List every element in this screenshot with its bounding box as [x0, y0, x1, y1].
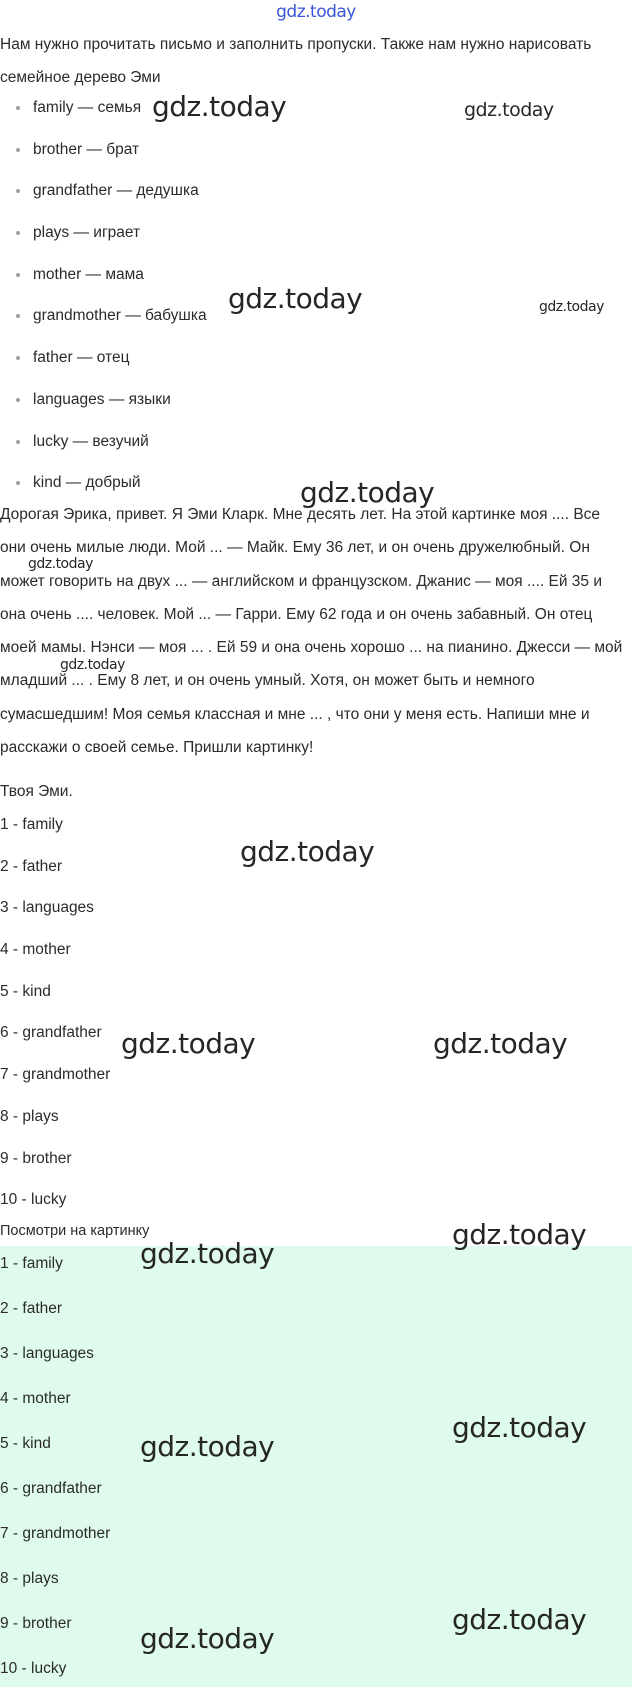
watermark: gdz.today — [452, 1603, 587, 1636]
watermark: gdz.today — [464, 99, 554, 121]
watermark: gdz.today — [121, 1027, 256, 1060]
letter-signature: Твоя Эми. — [0, 783, 73, 800]
watermark: gdz.today — [140, 1622, 275, 1655]
picture-answers-list — [0, 1248, 110, 1698]
vocab-item: grandfather — дедушка — [0, 174, 600, 216]
bullet-icon — [16, 231, 20, 235]
watermark: gdz.today — [152, 90, 287, 123]
watermark: gdz.today — [452, 1218, 587, 1251]
answer-item: 8 - plays — [0, 1107, 59, 1125]
answer-item: 7 - grandmother — [0, 1066, 111, 1084]
watermark: gdz.today — [140, 1430, 275, 1463]
watermark: gdz.today — [539, 299, 604, 315]
answers-list — [0, 808, 110, 1225]
answer-item: 6 - grandfather — [0, 1024, 102, 1042]
picture-answer-item: 7 - grandmother — [0, 1525, 111, 1542]
vocab-item: brother — брат — [0, 133, 600, 175]
picture-answer-item: 1 - family — [0, 1255, 63, 1272]
picture-answer-item: 6 - grandfather — [0, 1480, 102, 1497]
bullet-icon — [16, 440, 20, 444]
picture-answer-item: 9 - brother — [0, 1615, 72, 1632]
bullet-icon — [16, 398, 20, 402]
vocab-item: plays — играет — [0, 216, 600, 258]
answer-item: 4 - mother — [0, 941, 71, 959]
picture-answer-item: 10 - lucky — [0, 1660, 67, 1677]
look-at-picture-label: Посмотри на картинку — [0, 1223, 150, 1239]
bullet-icon — [16, 356, 20, 360]
vocab-item: mother — мама — [0, 258, 600, 300]
vocab-item: grandmother — бабушка — [0, 299, 600, 341]
answer-item: 5 - kind — [0, 982, 51, 1000]
bullet-icon — [16, 314, 20, 318]
bullet-icon — [16, 481, 20, 485]
watermark: gdz.today — [140, 1237, 275, 1270]
bullet-icon — [16, 106, 20, 110]
picture-answer-item: 3 - languages — [0, 1345, 94, 1362]
answer-item: 2 - father — [0, 857, 63, 875]
answer-item: 3 - languages — [0, 899, 94, 917]
watermark: gdz.today — [240, 835, 375, 868]
watermark: gdz.today — [300, 476, 435, 509]
intro-text: Нам нужно прочитать письмо и заполнить пропуски. Также нам нужно нарисовать семейное дерево Эми — [0, 36, 592, 86]
vocab-item: father — отец — [0, 341, 600, 383]
watermark: gdz.today — [228, 282, 363, 315]
bullet-icon — [16, 189, 20, 193]
answer-item: 1 - family — [0, 816, 63, 833]
vocab-item: lucky — везучий — [0, 425, 600, 467]
vocab-item: languages — языки — [0, 383, 600, 425]
letter-text: Дорогая Эрика, привет. Я Эми Кларк. Мне десять лет. На этой картинке моя .... Все они очень милые люди. Мой ... — Майк. Ему 36 лет, и он очень дружелюбный. Он может говорить на двух ... — английском и французском. Джанис — моя .... Ей 35 и она очень .... человек. Мой ... — Гарри. Ему 62 года и он очень забавный. Он отец моей мамы. Нэнси — моя ... . Ей 59 и она очень хорошо ... на пианино. Джесси — мой младший ... . Ему 8 лет, и он очень умный. Хотя, он может быть и немного сумасшедшим! Моя семья классная и мне ... , что они у меня есть. Напиши мне и расскажи о своей семье. Пришли картинку! — [0, 506, 623, 757]
watermark: gdz.today — [60, 657, 125, 673]
answer-item: 9 - brother — [0, 1149, 72, 1167]
picture-answer-item: 5 - kind — [0, 1435, 51, 1452]
picture-answer-item: 4 - mother — [0, 1390, 71, 1407]
picture-answer-item: 2 - father — [0, 1300, 63, 1317]
site-logo[interactable]: gdz.today — [276, 2, 356, 22]
answer-item: 10 - lucky — [0, 1191, 67, 1209]
watermark: gdz.today — [452, 1411, 587, 1444]
watermark: gdz.today — [433, 1027, 568, 1060]
picture-answer-item: 8 - plays — [0, 1570, 59, 1587]
vocab-item: kind — добрый — [0, 466, 600, 508]
bullet-icon — [16, 273, 20, 277]
vocab-item: family — семья — [0, 91, 600, 133]
watermark: gdz.today — [28, 556, 93, 572]
bullet-icon — [16, 148, 20, 152]
